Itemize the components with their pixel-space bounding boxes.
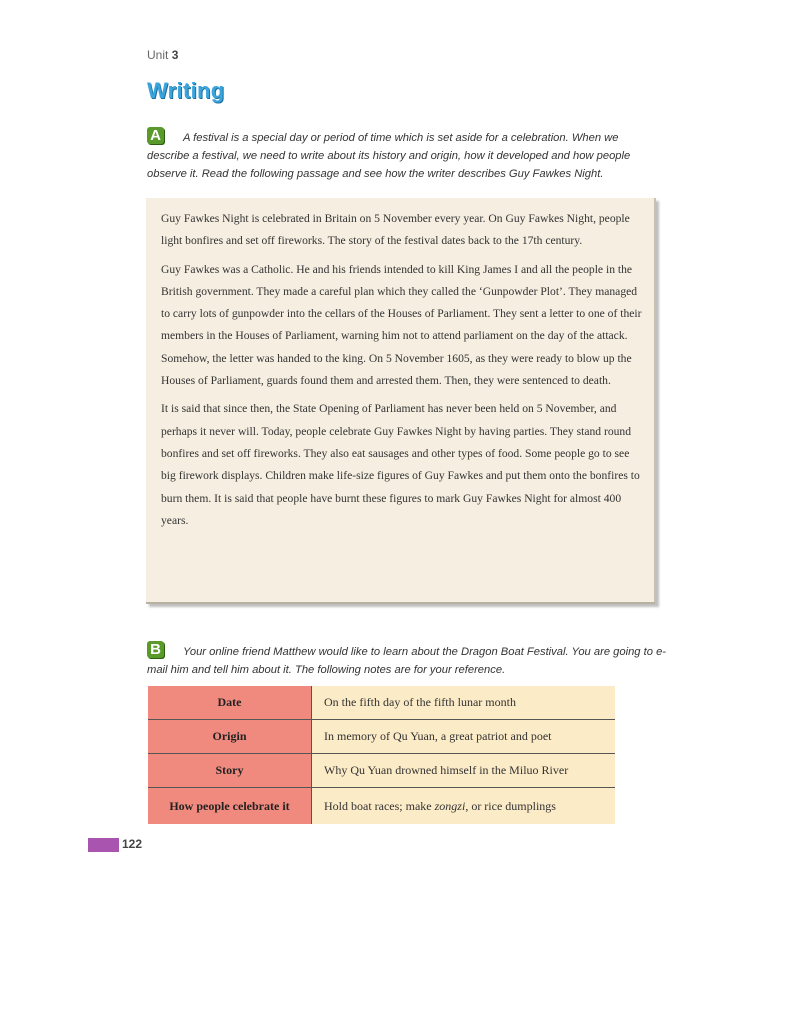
notes-value-date: On the fifth day of the fifth lunar month xyxy=(312,686,616,720)
section-b-instruction: Your online friend Matthew would like to learn about the Dragon Boat Festival. You are going to e-mail him and tell him about it. The following notes are for your reference. xyxy=(147,646,667,676)
unit-number: 3 xyxy=(171,48,179,62)
unit-label xyxy=(147,48,178,62)
table-row xyxy=(148,686,615,720)
festival-notes-table xyxy=(148,686,615,824)
unit-label-text: Unit xyxy=(147,48,169,62)
page-number: 122 xyxy=(122,837,143,851)
table-row xyxy=(148,788,615,825)
notes-label-story: Story xyxy=(148,754,312,788)
section-b-badge: B xyxy=(147,641,164,658)
passage-paragraph-3: It is said that since then, the State Opening of Parliament has never been held on 5 November, and perhaps it never will. Today, people celebrate Guy Fawkes Night by having parties. They stand round bonfires and set off fireworks. They also eat sausages and other types of food. Some people go to see big firework displays. Children make life-size figures of Guy Fawkes and put them onto the bonfires to burn them. It is said that people have burnt these figures to mark Guy Fawkes Night for almost 400 years. xyxy=(161,402,640,527)
notes-value-story: Why Qu Yuan drowned himself in the Miluo River xyxy=(312,754,616,788)
notes-label-date: Date xyxy=(148,686,312,720)
notes-label-celebration: How people celebrate it xyxy=(148,788,312,825)
section-a-badge: A xyxy=(147,127,164,144)
table-row xyxy=(148,754,615,788)
celebration-text-start: Hold boat races; make xyxy=(324,798,435,813)
passage-paragraph-1: Guy Fawkes Night is celebrated in Britain on 5 November every year. On Guy Fawkes Night, people light bonfires and set off fireworks. The story of the festival dates back to the 17th century. xyxy=(161,212,630,248)
page-number-bar xyxy=(88,838,119,852)
notes-value-origin: In memory of Qu Yuan, a great patriot and poet xyxy=(312,720,616,754)
celebration-text-end: , or rice dumplings xyxy=(465,798,556,813)
notes-value-celebration xyxy=(312,788,616,825)
table-row xyxy=(148,720,615,754)
celebration-italic-term: zongzi xyxy=(434,798,466,813)
notes-label-origin: Origin xyxy=(148,720,312,754)
page-title: Writing xyxy=(147,78,225,103)
passage-paragraph-2: Guy Fawkes was a Catholic. He and his friends intended to kill King James I and all the people in the British government. They made a careful plan which they called the ‘Gunpowder Plot’. They managed to carry lots of gunpowder into the cellars of the Houses of Parliament. They sent a letter to one of their members in the Houses of Parliament, warning him not to attend parliament on the day of the attack. Somehow, the letter was handed to the king. On 5 November 1605, as they were ready to blow up the Houses of Parliament, guards found them and arrested them. Then, they were sentenced to death. xyxy=(161,262,642,388)
section-a-instruction: A festival is a special day or period of time which is set aside for a celebration. When we describe a festival, we need to write about its history and origin, how it developed and how people observe it. Read the following passage and see how the writer describes Guy Fawkes Night. xyxy=(147,132,631,180)
reading-passage xyxy=(146,198,656,604)
